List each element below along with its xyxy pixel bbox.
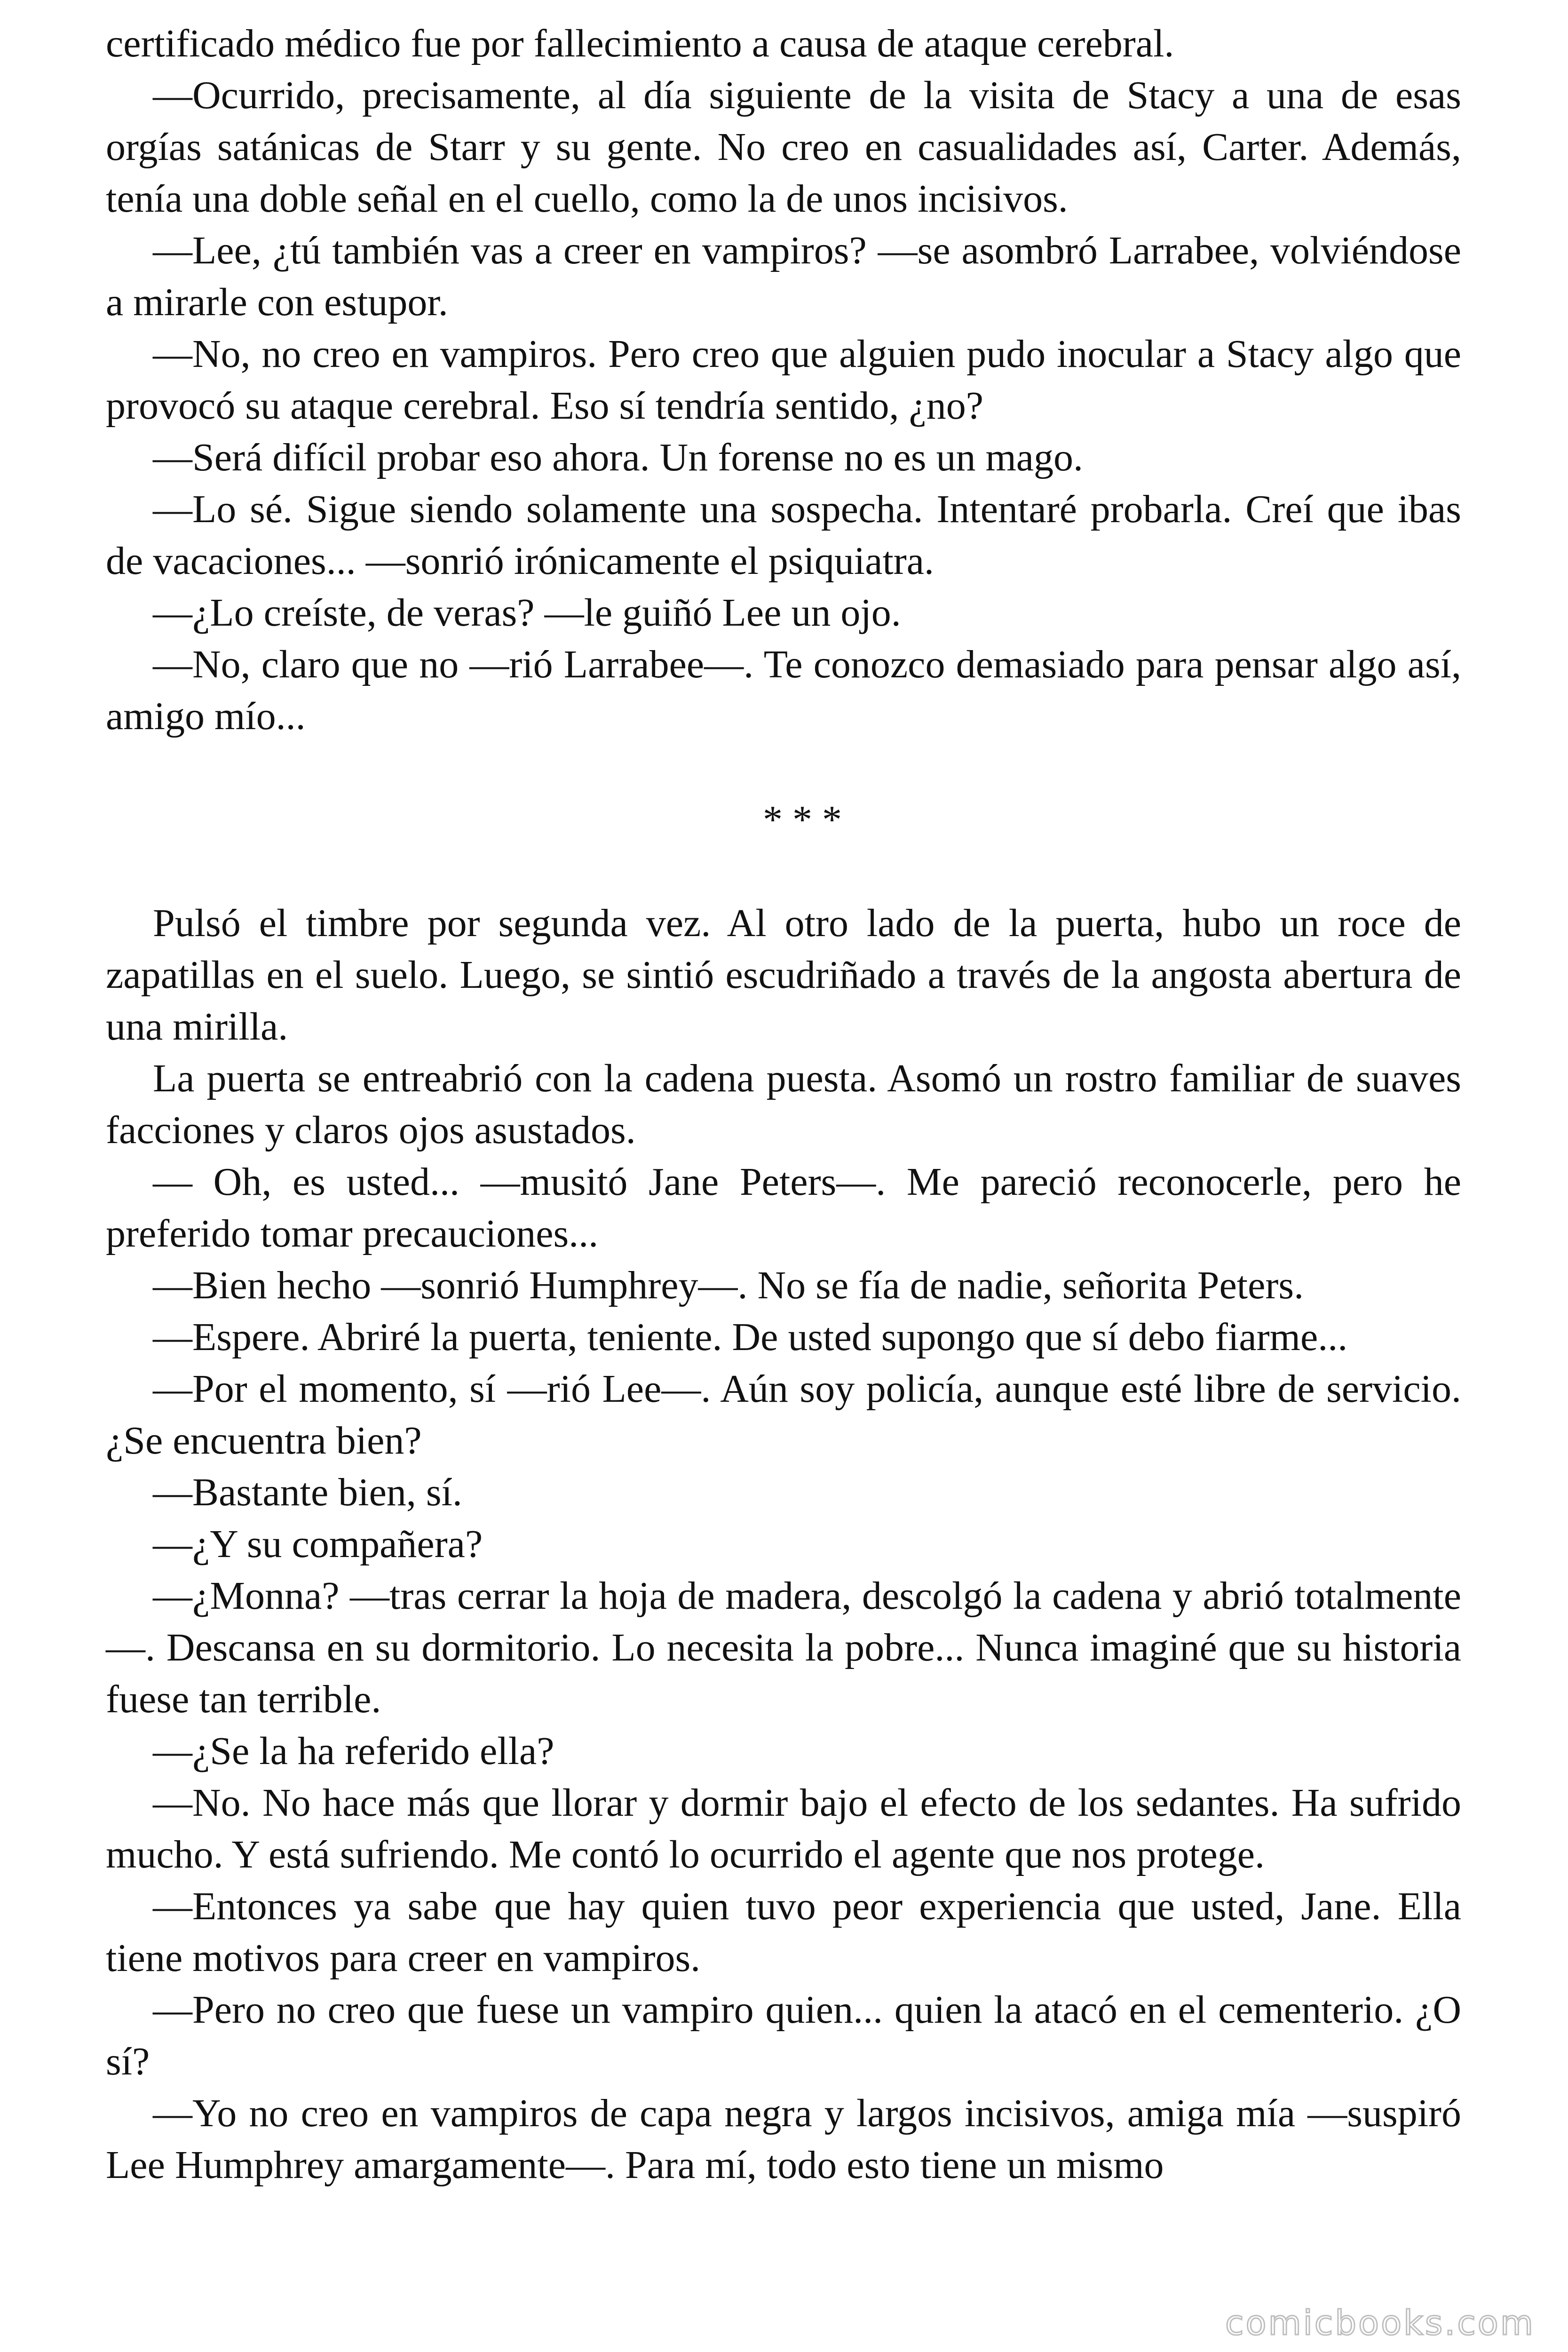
paragraph: La puerta se entreabrió con la cadena puesta. Asomó un rostro familiar de suaves facciones y claros ojos asustados.	[106, 1057, 1461, 1152]
paragraph: —Pero no creo que fuese un vampiro quien... quien la atacó en el cementerio. ¿O sí?	[106, 1988, 1461, 2083]
paragraph: —No, claro que no —rió Larrabee—. Te conozco demasiado para pensar algo así, amigo mío...	[106, 643, 1461, 738]
paragraph: —Bastante bien, sí.	[153, 1470, 462, 1514]
paragraph: —Espere. Abriré la puerta, teniente. De usted supongo que sí debo fiarme...	[153, 1315, 1348, 1359]
paragraph: —¿Y su compañera?	[153, 1522, 483, 1566]
paragraph: —¿Monna? —tras cerrar la hoja de madera, descolgó la cadena y abrió totalmente—. Descansa en su dormitorio. Lo necesita la pobre... Nunca imaginé que su historia fuese tan terrible.	[106, 1574, 1461, 1721]
paragraph: —Será difícil probar eso ahora. Un forense no es un mago.	[153, 436, 1084, 479]
paragraph: —¿Se la ha referido ella?	[153, 1729, 554, 1773]
paragraph: —Yo no creo en vampiros de capa negra y largos incisivos, amiga mía —suspiró Lee Humphrey amargamente—. Para mí, todo esto tiene un mismo	[106, 2091, 1461, 2187]
paragraph: —Ocurrido, precisamente, al día siguiente de la visita de Stacy a una de esas orgías satánicas de Starr y su gente. No creo en casualidades así, Carter. Además, tenía una doble señal en el cuello, como la de unos incisivos.	[106, 73, 1461, 221]
paragraph: —Lee, ¿tú también vas a creer en vampiros? —se asombró Larrabee, volviéndose a mirarle con estupor.	[106, 229, 1461, 324]
paragraph: —Entonces ya sabe que hay quien tuvo peor experiencia que usted, Jane. Ella tiene motivos para creer en vampiros.	[106, 1884, 1461, 1980]
paragraph: —¿Lo creíste, de veras? —le guiñó Lee un ojo.	[153, 591, 901, 635]
paragraph: —No. No hace más que llorar y dormir bajo el efecto de los sedantes. Ha sufrido mucho. Y está sufriendo. Me contó lo ocurrido el agente que nos protege.	[106, 1781, 1461, 1876]
paragraph: — Oh, es usted... —musitó Jane Peters—. Me pareció reconocerle, pero he preferido tomar precauciones...	[106, 1160, 1461, 1255]
spacer	[106, 846, 1461, 898]
page-text	[106, 18, 1461, 2191]
paragraph: —Lo sé. Sigue siendo solamente una sospecha. Intentaré probarla. Creí que ibas de vacaciones... —sonrió irónicamente el psiquiatra.	[106, 487, 1461, 583]
paragraph: —Bien hecho —sonrió Humphrey—. No se fía de nadie, señorita Peters.	[153, 1263, 1304, 1307]
paragraph: Pulsó el timbre por segunda vez. Al otro lado de la puerta, hubo un roce de zapatillas en el suelo. Luego, se sintió escudriñado a través de la angosta abertura de una mirilla.	[106, 901, 1461, 1049]
watermark: comicbooks.com	[1225, 2303, 1535, 2343]
scene-separator: * * *	[763, 798, 842, 842]
spacer	[106, 742, 1461, 794]
paragraph: —Por el momento, sí —rió Lee—. Aún soy policía, aunque esté libre de servicio. ¿Se encuentra bien?	[106, 1367, 1461, 1462]
paragraph: certificado médico fue por fallecimiento a causa de ataque cerebral.	[106, 22, 1174, 65]
paragraph: —No, no creo en vampiros. Pero creo que alguien pudo inocular a Stacy algo que provocó su ataque cerebral. Eso sí tendría sentido, ¿no?	[106, 332, 1461, 428]
